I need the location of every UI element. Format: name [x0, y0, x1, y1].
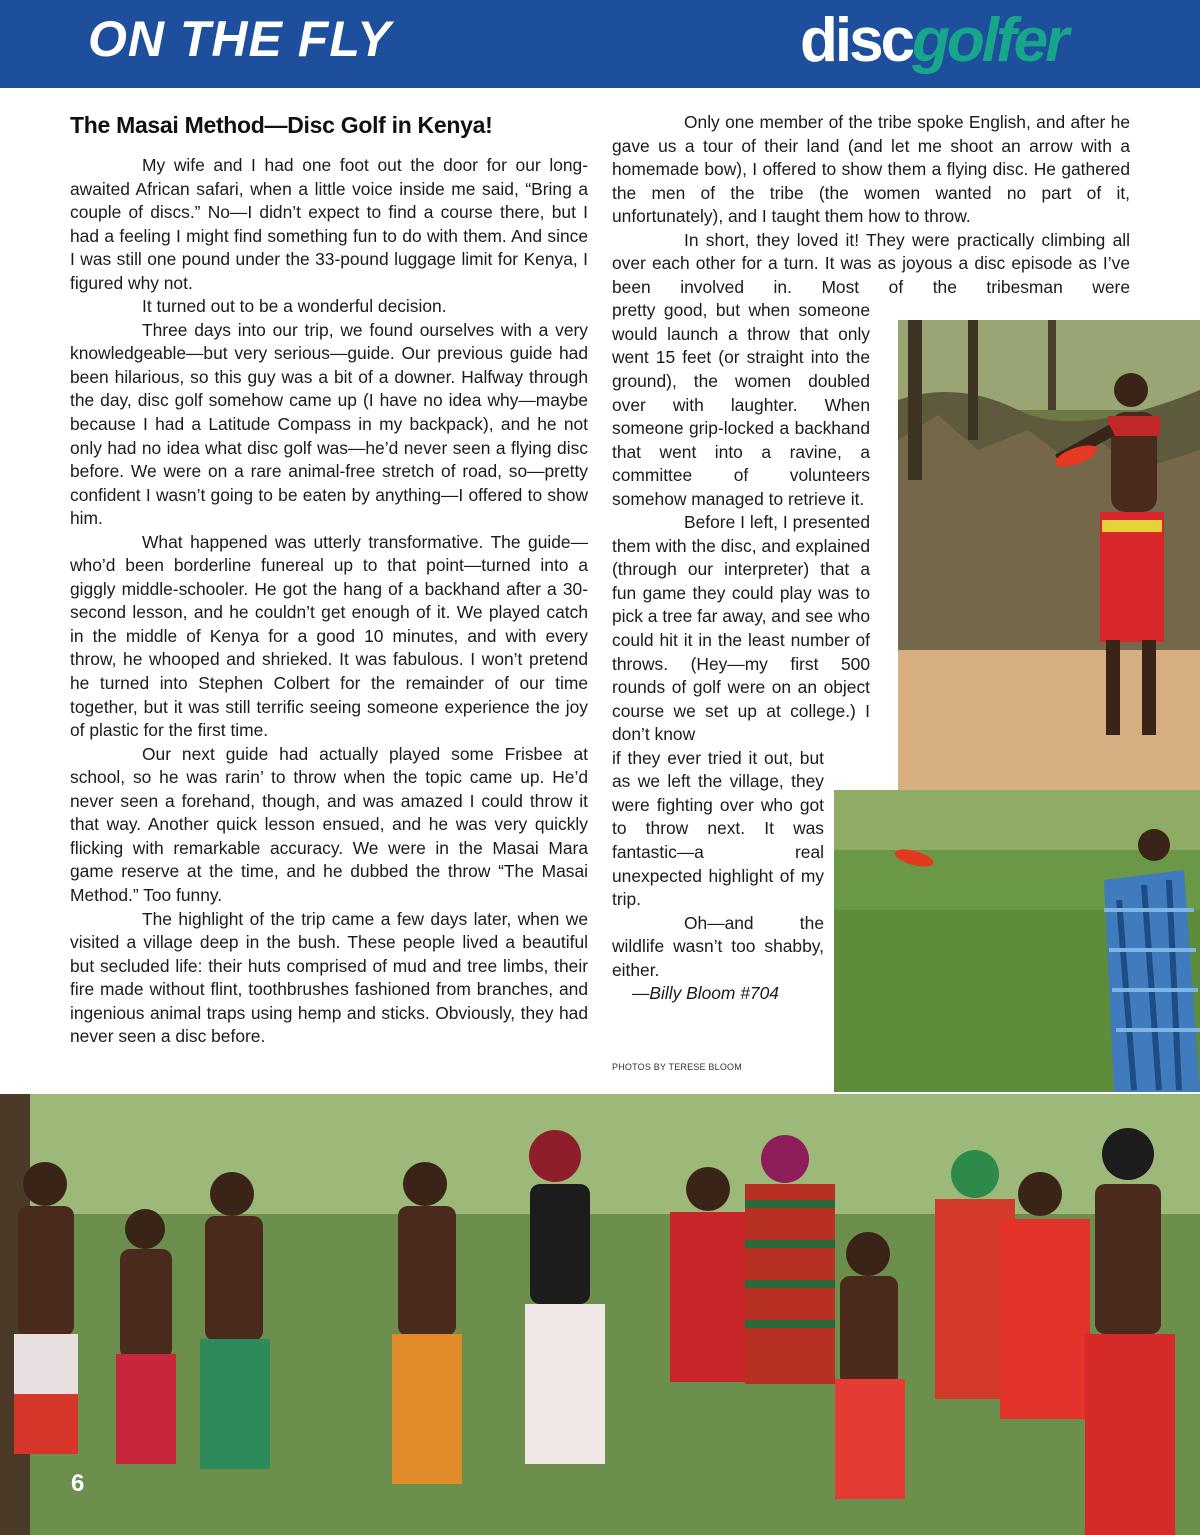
discgolfer-logo	[800, 6, 1067, 75]
paragraph: My wife and I had one foot out the door for our long-awaited African safari, when a little voice inside me said, “Bring a couple of discs.” No—I didn’t expect to find a course there, but I had a feeling I might find something fun to do with them. And since I was still one pound under the 33-pound luggage limit for Kenya, I figured why not.	[70, 155, 588, 293]
logo-golfer: golfer	[912, 6, 1067, 75]
page-number: 6	[71, 1470, 85, 1497]
article-headline: The Masai Method—Disc Golf in Kenya!	[70, 112, 493, 138]
author-signature: —Billy Bloom #704	[632, 983, 779, 1004]
paragraph: Three days into our trip, we found ourselves with a very knowledgeable—but very serious—guide. Our previous guide had been hilarious, so this guy was a bit of a downer. Halfway through the day, disc golf somehow came up (I have no idea why—maybe because I had a Latitude Compass in my backpack), and he not only had no idea what disc golf was—he’d never seen a flying disc before. We were on a rare animal-free stretch of road, so—pretty confident I wasn’t going to be eaten by anything—I offered to show him.	[70, 319, 588, 529]
paragraph: pretty good, but when someone would launch a throw that only went 15 feet (or straight into the ground), the women doubled over with laughter. When someone grip-locked a backhand that went into a ravine, a committee of volunteers somehow managed to retrieve it.	[612, 300, 870, 509]
paragraph: Oh—and the wildlife wasn’t too shabby, either.	[612, 912, 824, 980]
paragraph: What happened was utterly transformative. The guide—who’d been borderline funereal up to that point—turned into a giggly middle-schooler. He got the hang of a backhand after a 30-second lesson, and he couldn’t get enough of it. We played catch in the middle of Kenya for a good 10 minutes, and with every throw, he whooped and shrieked. It was fabulous. I won’t pretend he turned into Stephen Colbert for the remainder of our time together, but it was still terrific seeing someone experience the joy of plastic for the first time.	[70, 531, 588, 741]
paragraph: if they ever tried it out, but as we left the village, they were fighting over who got to throw next. It was fantastic—a real unexpected highlight of my trip.	[612, 747, 824, 910]
section-title: ON THE FLY	[88, 11, 392, 67]
photo-credit: PHOTOS BY TERESE BLOOM	[612, 1062, 742, 1072]
photo-tribesman-grass	[834, 790, 1200, 1092]
paragraph: The highlight of the trip came a few days later, when we visited a village deep in the bush. These people lived a beautiful but secluded life: their huts comprised of mud and tree limbs, their fire made without flint, toothbrushes fashioned from branches, and ingenious animal traps using hemp and sticks. Obviously, they had never seen a disc before.	[70, 908, 588, 1047]
narrower-text-block	[612, 747, 824, 1006]
photo-tribe-group	[0, 1094, 1200, 1535]
paragraph: Before I left, I presented them with the disc, and explained (through our interpreter) that a fun game they could play was to pick a tree far away, and see who could hit it in the least number of throws. (Hey—my first 500 rounds of golf were on an object course we set up at college.) I don’t know	[612, 512, 870, 745]
paragraph: Only one member of the tribe spoke English, and after he gave us a tour of their land (and let me shoot an arrow with a homemade bow), I offered to show them a flying disc. He gathered the men of the tribe (the women wanted no part of it, unfortunately), and I taught them how to throw.	[612, 112, 1130, 227]
article-column-left	[70, 154, 588, 1049]
header-banner	[0, 0, 1200, 88]
photo-tribesman-throwing	[898, 320, 1200, 790]
paragraph: In short, they loved it! They were practically climbing all over each other for a turn. It was as joyous a disc episode as I’ve been involved in. Most of the tribesman were	[612, 229, 1130, 297]
logo-disc: disc	[800, 6, 913, 75]
paragraph: Our next guide had actually played some Frisbee at school, so he was rarin’ to throw when the topic came up. He’d never seen a forehand, though, and was amazed I could throw it that way. Another quick lesson ensued, and he was very quickly flicking with remarkable accuracy. We were in the Masai Mara game reserve at the time, and he dubbed the throw “The Masai Method.” Too funny.	[70, 743, 588, 905]
narrow-text-block	[612, 299, 870, 746]
paragraph: It turned out to be a wonderful decision.	[142, 296, 447, 317]
